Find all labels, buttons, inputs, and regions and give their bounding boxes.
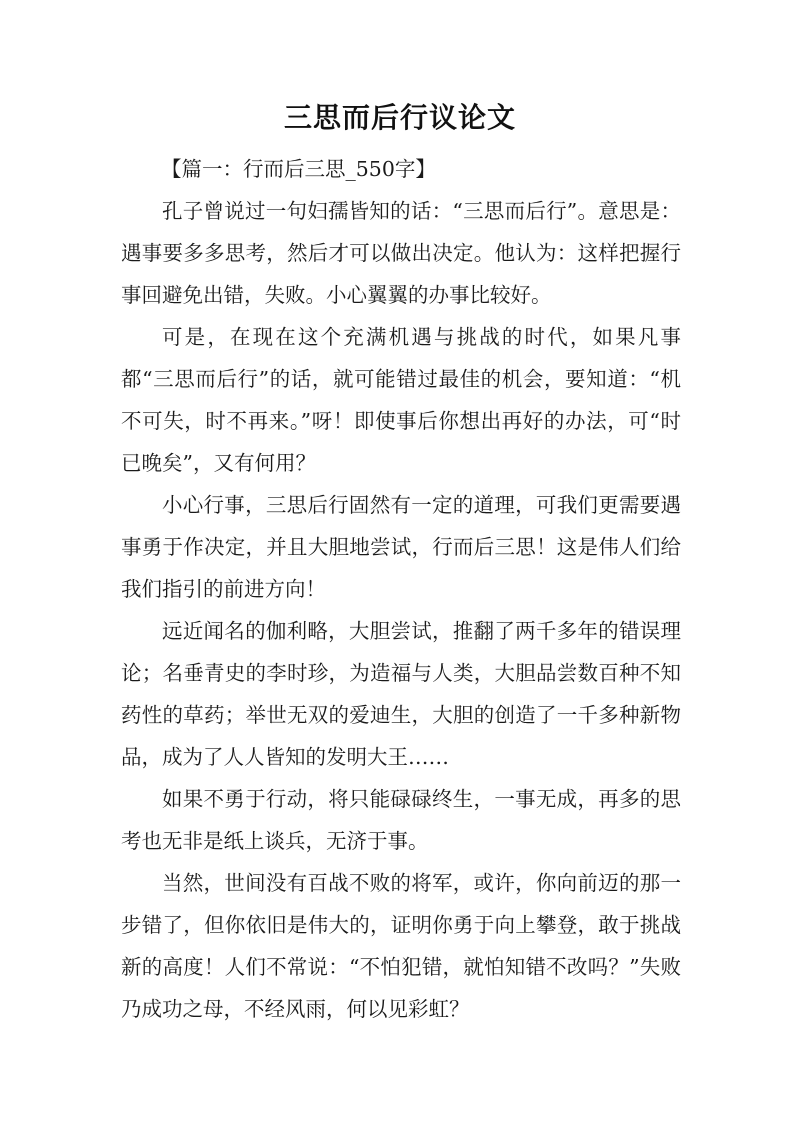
section-heading: 【篇一：行而后三思_550字】 [161, 157, 436, 181]
paragraph-1: 孔子曾说过一句妇孺皆知的话：“三思而后行”。意思是：遇事要多多思考，然后才可以做出决定。他认为：这样把握行事回避免出错，失败。小心翼翼的办事比较好。 [121, 199, 681, 307]
paragraph-5: 如果不勇于行动，将只能碌碌终生，一事无成，再多的思考也无非是纸上谈兵，无济于事。 [121, 787, 681, 853]
document-body [121, 148, 681, 1030]
paragraph-2: 可是，在现在这个充满机遇与挑战的时代，如果凡事都“三思而后行”的话，就可能错过最佳的机会，要知道：“机不可失，时不再来。”呀！即使事后你想出再好的办法，可“时已晚矣”，又有何用？ [121, 325, 681, 475]
paragraph-4: 远近闻名的伽利略，大胆尝试，推翻了两千多年的错误理论；名垂青史的李时珍，为造福与人类，大胆品尝数百种不知药性的草药；举世无双的爱迪生，大胆的创造了一千多种新物品，成为了人人皆知的发明大王…… [121, 619, 681, 769]
paragraph-3: 小心行事，三思后行固然有一定的道理，可我们更需要遇事勇于作决定，并且大胆地尝试，行而后三思！这是伟人们给我们指引的前进方向！ [121, 493, 681, 601]
document-title: 三思而后行议论文 [283, 101, 516, 134]
paragraph-6: 当然，世间没有百战不败的将军，或许，你向前迈的那一步错了，但你依旧是伟大的，证明你勇于向上攀登，敢于挑战新的高度！人们不常说：“不怕犯错，就怕知错不改吗？”失败乃成功之母，不经风雨，何以见彩虹？ [121, 871, 681, 1021]
